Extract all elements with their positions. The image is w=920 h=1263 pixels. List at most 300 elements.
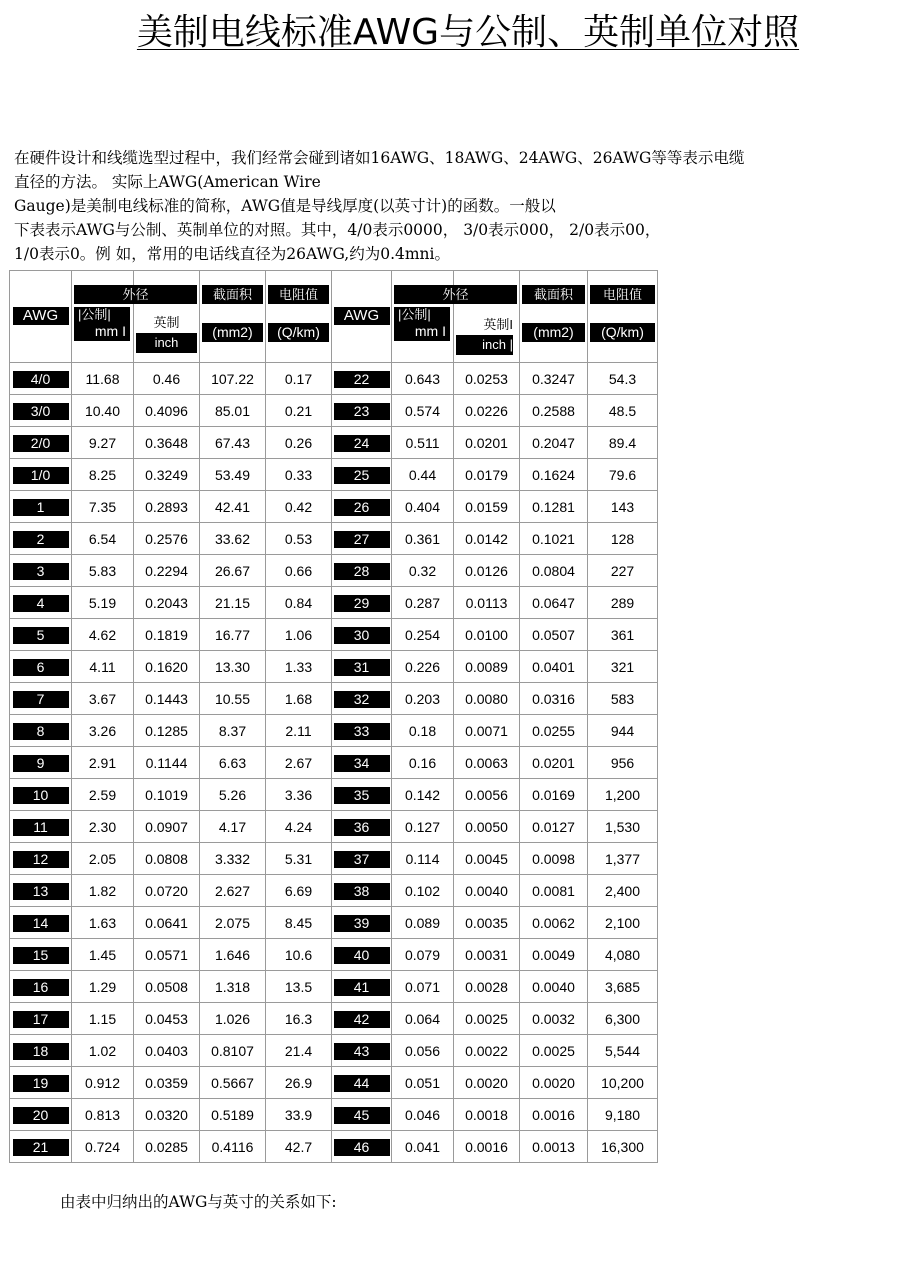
cell-resistance-ohm-km-right: 10,200 [588, 1067, 658, 1099]
awg-gauge-label: 17 [13, 1011, 69, 1028]
cell-resistance-ohm-km-right: 361 [588, 619, 658, 651]
table-row [10, 555, 658, 587]
cell-diameter-mm: 0.912 [72, 1067, 134, 1099]
header-cross-section-cell [200, 271, 266, 363]
cell-diameter-inch-right: 0.0020 [454, 1067, 520, 1099]
cell-diameter-inch-right: 0.0089 [454, 651, 520, 683]
cell-cross-section-mm2-right: 0.2047 [520, 427, 588, 459]
cell-awg-gauge [10, 1099, 72, 1131]
cell-resistance-ohm-km: 4.24 [266, 811, 332, 843]
table-row [10, 1003, 658, 1035]
cell-resistance-ohm-km: 0.33 [266, 459, 332, 491]
awg-gauge-label: 46 [334, 1139, 390, 1156]
cell-resistance-ohm-km-right: 956 [588, 747, 658, 779]
cell-diameter-mm: 10.40 [72, 395, 134, 427]
cell-resistance-ohm-km-right: 79.6 [588, 459, 658, 491]
cell-diameter-mm-right: 0.16 [392, 747, 454, 779]
header-imperial-label [136, 313, 197, 357]
awg-gauge-label: 22 [334, 371, 390, 388]
cell-awg-gauge [10, 811, 72, 843]
awg-gauge-label: 42 [334, 1011, 390, 1028]
cell-cross-section-mm2-right: 0.0032 [520, 1003, 588, 1035]
cell-cross-section-mm2-right: 0.0013 [520, 1131, 588, 1163]
cell-diameter-inch: 0.0508 [134, 971, 200, 1003]
intro-line: 下表表示AWG与公制、英制单位的对照。其中，4/0表示0000， 3/0表示000， 2/0表示00， [14, 221, 661, 239]
cell-cross-section-mm2-right: 0.0507 [520, 619, 588, 651]
cell-diameter-mm-right: 0.287 [392, 587, 454, 619]
awg-gauge-label: 1/0 [13, 467, 69, 484]
cell-cross-section-mm2: 2.075 [200, 907, 266, 939]
table-row [10, 779, 658, 811]
cell-diameter-inch-right: 0.0113 [454, 587, 520, 619]
cell-resistance-ohm-km-right: 227 [588, 555, 658, 587]
cell-awg-gauge [10, 779, 72, 811]
cell-diameter-mm-right: 0.071 [392, 971, 454, 1003]
cell-cross-section-mm2: 5.26 [200, 779, 266, 811]
cell-diameter-mm: 2.05 [72, 843, 134, 875]
cell-diameter-mm-right: 0.102 [392, 875, 454, 907]
awg-gauge-label: 18 [13, 1043, 69, 1060]
cell-resistance-ohm-km-right: 1,377 [588, 843, 658, 875]
cell-diameter-inch: 0.0571 [134, 939, 200, 971]
cell-awg-gauge [10, 1067, 72, 1099]
cell-resistance-ohm-km-right: 289 [588, 587, 658, 619]
cell-diameter-mm: 1.02 [72, 1035, 134, 1067]
cell-diameter-inch: 0.3249 [134, 459, 200, 491]
cell-diameter-mm: 0.813 [72, 1099, 134, 1131]
cell-diameter-mm-right: 0.051 [392, 1067, 454, 1099]
header-metric-text: |公制| [78, 307, 111, 322]
cell-resistance-ohm-km-right: 1,530 [588, 811, 658, 843]
cell-diameter-inch-right: 0.0100 [454, 619, 520, 651]
cell-diameter-mm-right: 0.127 [392, 811, 454, 843]
cell-cross-section-mm2-right: 0.0040 [520, 971, 588, 1003]
cell-cross-section-mm2-right: 0.2588 [520, 395, 588, 427]
awg-gauge-label: 37 [334, 851, 390, 868]
cell-awg-gauge [10, 395, 72, 427]
cell-awg-gauge [10, 1035, 72, 1067]
cell-cross-section-mm2-right: 0.0016 [520, 1099, 588, 1131]
cell-diameter-mm-right: 0.44 [392, 459, 454, 491]
cell-cross-section-mm2: 0.4116 [200, 1131, 266, 1163]
cell-resistance-ohm-km-right: 89.4 [588, 427, 658, 459]
cell-diameter-inch: 0.1144 [134, 747, 200, 779]
cell-awg-gauge [10, 971, 72, 1003]
cell-diameter-inch-right: 0.0080 [454, 683, 520, 715]
header-imperial-text-right: 英制I [483, 317, 513, 332]
cell-diameter-inch: 0.3648 [134, 427, 200, 459]
header-cross-section-right: 截面积 [522, 285, 585, 304]
cell-diameter-inch-right: 0.0253 [454, 363, 520, 395]
cell-diameter-inch-right: 0.0226 [454, 395, 520, 427]
cell-cross-section-mm2: 1.026 [200, 1003, 266, 1035]
cell-diameter-inch: 0.2576 [134, 523, 200, 555]
cell-cross-section-mm2: 0.5667 [200, 1067, 266, 1099]
cell-diameter-inch: 0.0808 [134, 843, 200, 875]
cell-diameter-mm: 5.83 [72, 555, 134, 587]
header-cross-section-cell-right [520, 271, 588, 363]
cell-resistance-ohm-km: 1.06 [266, 619, 332, 651]
table-row [10, 1035, 658, 1067]
header-imperial-cell-right [454, 271, 520, 363]
awg-table [9, 270, 658, 1163]
cell-diameter-inch-right: 0.0022 [454, 1035, 520, 1067]
cell-diameter-inch: 0.0359 [134, 1067, 200, 1099]
awg-gauge-label: 29 [334, 595, 390, 612]
awg-gauge-label: 7 [13, 691, 69, 708]
cell-cross-section-mm2: 1.646 [200, 939, 266, 971]
cell-resistance-ohm-km-right: 128 [588, 523, 658, 555]
table-row [10, 1131, 658, 1163]
cell-diameter-mm: 8.25 [72, 459, 134, 491]
cell-resistance-ohm-km: 2.67 [266, 747, 332, 779]
cell-cross-section-mm2-right: 0.0647 [520, 587, 588, 619]
cell-cross-section-mm2: 13.30 [200, 651, 266, 683]
table-row [10, 1067, 658, 1099]
cell-awg-gauge [10, 715, 72, 747]
cell-cross-section-mm2: 0.5189 [200, 1099, 266, 1131]
cell-awg-gauge-right [332, 683, 392, 715]
cell-resistance-ohm-km-right: 944 [588, 715, 658, 747]
table-row [10, 395, 658, 427]
intro-line: Gauge)是美制电线标准的简称，AWG值是导线厚度(以英寸计)的函数。一般以 [14, 197, 556, 215]
cell-cross-section-mm2-right: 0.0804 [520, 555, 588, 587]
awg-gauge-label: 11 [13, 819, 69, 836]
cell-diameter-inch: 0.0453 [134, 1003, 200, 1035]
cell-resistance-ohm-km-right: 321 [588, 651, 658, 683]
cell-diameter-inch: 0.0720 [134, 875, 200, 907]
header-resistance-right: 电阻值 [590, 285, 655, 304]
awg-gauge-label: 25 [334, 467, 390, 484]
awg-gauge-label: 12 [13, 851, 69, 868]
outro-text: 由表中归纳出的AWG与英寸的关系如下: [60, 1193, 337, 1211]
header-mm-text-right: mm I [414, 323, 446, 339]
awg-gauge-label: 2/0 [13, 435, 69, 452]
awg-gauge-label: 26 [334, 499, 390, 516]
cell-cross-section-mm2-right: 0.0201 [520, 747, 588, 779]
awg-gauge-label: 40 [334, 947, 390, 964]
header-inch-text-right: inch | [456, 335, 513, 355]
cell-awg-gauge-right [332, 1067, 392, 1099]
cell-cross-section-mm2: 42.41 [200, 491, 266, 523]
cell-cross-section-mm2: 33.62 [200, 523, 266, 555]
table-header-row [10, 271, 658, 363]
cell-diameter-mm: 7.35 [72, 491, 134, 523]
cell-awg-gauge [10, 1003, 72, 1035]
cell-diameter-mm-right: 0.041 [392, 1131, 454, 1163]
cell-diameter-mm: 5.19 [72, 587, 134, 619]
cell-resistance-ohm-km-right: 143 [588, 491, 658, 523]
header-imperial-label-right [456, 315, 517, 359]
awg-gauge-label: 39 [334, 915, 390, 932]
cell-diameter-mm-right: 0.32 [392, 555, 454, 587]
table-row [10, 523, 658, 555]
awg-gauge-label: 2 [13, 531, 69, 548]
cell-diameter-inch: 0.0403 [134, 1035, 200, 1067]
awg-gauge-label: 5 [13, 627, 69, 644]
cell-diameter-mm-right: 0.254 [392, 619, 454, 651]
cell-cross-section-mm2-right: 0.0255 [520, 715, 588, 747]
cell-awg-gauge [10, 939, 72, 971]
cell-diameter-mm-right: 0.089 [392, 907, 454, 939]
cell-diameter-mm-right: 0.18 [392, 715, 454, 747]
table-row [10, 747, 658, 779]
table-row [10, 683, 658, 715]
cell-diameter-mm-right: 0.203 [392, 683, 454, 715]
cell-diameter-mm-right: 0.114 [392, 843, 454, 875]
cell-cross-section-mm2-right: 0.3247 [520, 363, 588, 395]
cell-cross-section-mm2-right: 0.1021 [520, 523, 588, 555]
cell-diameter-inch: 0.0641 [134, 907, 200, 939]
awg-gauge-label: 41 [334, 979, 390, 996]
cell-awg-gauge-right [332, 363, 392, 395]
cell-resistance-ohm-km-right: 3,685 [588, 971, 658, 1003]
cell-cross-section-mm2: 85.01 [200, 395, 266, 427]
cell-resistance-ohm-km: 1.33 [266, 651, 332, 683]
cell-diameter-inch-right: 0.0045 [454, 843, 520, 875]
cell-awg-gauge [10, 747, 72, 779]
cell-diameter-mm-right: 0.574 [392, 395, 454, 427]
cell-diameter-inch-right: 0.0142 [454, 523, 520, 555]
header-imperial-cell [134, 271, 200, 363]
cell-diameter-inch: 0.1285 [134, 715, 200, 747]
cell-awg-gauge [10, 843, 72, 875]
cell-diameter-mm-right: 0.064 [392, 1003, 454, 1035]
cell-resistance-ohm-km: 0.26 [266, 427, 332, 459]
cell-diameter-mm-right: 0.643 [392, 363, 454, 395]
cell-resistance-ohm-km-right: 9,180 [588, 1099, 658, 1131]
header-metric-cell-right [392, 271, 469, 363]
table-row [10, 651, 658, 683]
cell-cross-section-mm2: 16.77 [200, 619, 266, 651]
cell-resistance-ohm-km: 13.5 [266, 971, 332, 1003]
cell-diameter-inch: 0.0907 [134, 811, 200, 843]
header-outer-diameter-right: 外径 [394, 285, 517, 304]
cell-diameter-mm: 1.45 [72, 939, 134, 971]
awg-gauge-label: 14 [13, 915, 69, 932]
page-title: 美制电线标准AWG与公制、英制单位对照 [136, 12, 800, 53]
header-resistance: 电阻值 [268, 285, 329, 304]
cell-resistance-ohm-km-right: 2,400 [588, 875, 658, 907]
header-ohm-km-right: (Q/km) [590, 323, 655, 342]
cell-diameter-mm-right: 0.226 [392, 651, 454, 683]
intro-line: 1/0表示0。例 如，常用的电话线直径为26AWG,约为0.4mni。 [14, 245, 450, 263]
cell-cross-section-mm2: 6.63 [200, 747, 266, 779]
intro-paragraph [14, 146, 894, 266]
awg-gauge-label: 32 [334, 691, 390, 708]
cell-resistance-ohm-km-right: 5,544 [588, 1035, 658, 1067]
cell-resistance-ohm-km: 0.66 [266, 555, 332, 587]
header-mm2: (mm2) [202, 323, 263, 342]
cell-cross-section-mm2-right: 0.0025 [520, 1035, 588, 1067]
cell-diameter-mm-right: 0.142 [392, 779, 454, 811]
cell-awg-gauge-right [332, 1035, 392, 1067]
table-row [10, 1099, 658, 1131]
table-row [10, 427, 658, 459]
table-row [10, 491, 658, 523]
awg-gauge-label: 24 [334, 435, 390, 452]
cell-resistance-ohm-km-right: 1,200 [588, 779, 658, 811]
cell-diameter-inch-right: 0.0063 [454, 747, 520, 779]
cell-diameter-inch: 0.1443 [134, 683, 200, 715]
awg-gauge-label: 4/0 [13, 371, 69, 388]
intro-line: 在硬件设计和线缆选型过程中，我们经常会碰到诸如16AWG、18AWG、24AWG、26AWG等等表示电缆 [14, 149, 745, 167]
cell-awg-gauge [10, 555, 72, 587]
awg-gauge-label: 1 [13, 499, 69, 516]
cell-awg-gauge-right [332, 747, 392, 779]
awg-gauge-label: 6 [13, 659, 69, 676]
cell-diameter-inch: 0.0320 [134, 1099, 200, 1131]
cell-awg-gauge-right [332, 491, 392, 523]
cell-cross-section-mm2: 26.67 [200, 555, 266, 587]
table-row [10, 459, 658, 491]
awg-gauge-label: 34 [334, 755, 390, 772]
cell-diameter-inch-right: 0.0035 [454, 907, 520, 939]
cell-awg-gauge-right [332, 427, 392, 459]
cell-resistance-ohm-km: 42.7 [266, 1131, 332, 1163]
cell-diameter-inch-right: 0.0016 [454, 1131, 520, 1163]
cell-cross-section-mm2: 67.43 [200, 427, 266, 459]
awg-gauge-label: 9 [13, 755, 69, 772]
cell-cross-section-mm2-right: 0.0062 [520, 907, 588, 939]
cell-diameter-mm: 2.91 [72, 747, 134, 779]
cell-awg-gauge-right [332, 811, 392, 843]
table-row [10, 587, 658, 619]
cell-resistance-ohm-km: 0.84 [266, 587, 332, 619]
cell-cross-section-mm2-right: 0.0169 [520, 779, 588, 811]
cell-diameter-mm-right: 0.511 [392, 427, 454, 459]
cell-diameter-mm: 2.59 [72, 779, 134, 811]
cell-cross-section-mm2: 8.37 [200, 715, 266, 747]
table-row [10, 939, 658, 971]
cell-cross-section-mm2: 0.8107 [200, 1035, 266, 1067]
header-mm2-right: (mm2) [522, 323, 585, 342]
cell-awg-gauge [10, 459, 72, 491]
cell-resistance-ohm-km: 10.6 [266, 939, 332, 971]
awg-gauge-label: 35 [334, 787, 390, 804]
cell-resistance-ohm-km: 2.11 [266, 715, 332, 747]
cell-resistance-ohm-km-right: 48.5 [588, 395, 658, 427]
cell-diameter-inch: 0.4096 [134, 395, 200, 427]
table-row [10, 971, 658, 1003]
header-metric-text-right: |公制| [398, 307, 431, 322]
header-awg-label: AWG [13, 307, 69, 325]
cell-awg-gauge [10, 363, 72, 395]
cell-cross-section-mm2: 21.15 [200, 587, 266, 619]
cell-diameter-inch-right: 0.0159 [454, 491, 520, 523]
cell-diameter-inch: 0.1620 [134, 651, 200, 683]
awg-gauge-label: 19 [13, 1075, 69, 1092]
cell-awg-gauge-right [332, 971, 392, 1003]
cell-awg-gauge-right [332, 555, 392, 587]
cell-diameter-mm: 4.11 [72, 651, 134, 683]
header-resistance-cell-right [588, 271, 658, 363]
cell-awg-gauge-right [332, 843, 392, 875]
awg-gauge-label: 31 [334, 659, 390, 676]
cell-diameter-inch-right: 0.0040 [454, 875, 520, 907]
cell-diameter-mm: 3.67 [72, 683, 134, 715]
cell-cross-section-mm2: 1.318 [200, 971, 266, 1003]
cell-awg-gauge-right [332, 523, 392, 555]
cell-diameter-mm: 11.68 [72, 363, 134, 395]
table-row [10, 907, 658, 939]
cell-cross-section-mm2-right: 0.0049 [520, 939, 588, 971]
cell-diameter-mm-right: 0.056 [392, 1035, 454, 1067]
cell-diameter-inch: 0.1019 [134, 779, 200, 811]
cell-diameter-mm: 1.63 [72, 907, 134, 939]
cell-diameter-mm: 6.54 [72, 523, 134, 555]
table-row [10, 715, 658, 747]
cell-resistance-ohm-km-right: 6,300 [588, 1003, 658, 1035]
cell-awg-gauge-right [332, 395, 392, 427]
cell-resistance-ohm-km: 26.9 [266, 1067, 332, 1099]
cell-cross-section-mm2: 107.22 [200, 363, 266, 395]
awg-gauge-label: 10 [13, 787, 69, 804]
cell-resistance-ohm-km: 8.45 [266, 907, 332, 939]
table-row [10, 363, 658, 395]
awg-gauge-label: 3/0 [13, 403, 69, 420]
intro-line: 直径的方法。 实际上AWG(American Wire [14, 173, 321, 191]
cell-awg-gauge-right [332, 1099, 392, 1131]
awg-gauge-label: 36 [334, 819, 390, 836]
cell-cross-section-mm2-right: 0.0081 [520, 875, 588, 907]
cell-resistance-ohm-km-right: 16,300 [588, 1131, 658, 1163]
cell-resistance-ohm-km: 6.69 [266, 875, 332, 907]
cell-resistance-ohm-km: 0.17 [266, 363, 332, 395]
cell-diameter-inch: 0.1819 [134, 619, 200, 651]
awg-gauge-label: 44 [334, 1075, 390, 1092]
cell-cross-section-mm2: 3.332 [200, 843, 266, 875]
cell-diameter-inch-right: 0.0028 [454, 971, 520, 1003]
cell-awg-gauge [10, 427, 72, 459]
table-row [10, 811, 658, 843]
awg-gauge-label: 3 [13, 563, 69, 580]
cell-diameter-inch-right: 0.0050 [454, 811, 520, 843]
cell-cross-section-mm2: 2.627 [200, 875, 266, 907]
awg-gauge-label: 8 [13, 723, 69, 740]
cell-awg-gauge [10, 491, 72, 523]
cell-resistance-ohm-km: 0.42 [266, 491, 332, 523]
cell-diameter-inch-right: 0.0071 [454, 715, 520, 747]
cell-awg-gauge-right [332, 1003, 392, 1035]
cell-diameter-inch: 0.2043 [134, 587, 200, 619]
cell-diameter-mm-right: 0.046 [392, 1099, 454, 1131]
cell-awg-gauge [10, 523, 72, 555]
cell-awg-gauge [10, 619, 72, 651]
awg-gauge-label: 15 [13, 947, 69, 964]
cell-cross-section-mm2-right: 0.1281 [520, 491, 588, 523]
cell-diameter-inch-right: 0.0056 [454, 779, 520, 811]
awg-gauge-label: 23 [334, 403, 390, 420]
header-awg-cell [10, 271, 72, 363]
cell-cross-section-mm2-right: 0.0098 [520, 843, 588, 875]
cell-awg-gauge [10, 683, 72, 715]
cell-awg-gauge-right [332, 459, 392, 491]
cell-awg-gauge-right [332, 875, 392, 907]
cell-diameter-mm: 1.82 [72, 875, 134, 907]
cell-resistance-ohm-km: 21.4 [266, 1035, 332, 1067]
cell-cross-section-mm2: 4.17 [200, 811, 266, 843]
header-metric-label-right [394, 307, 450, 341]
cell-resistance-ohm-km: 0.21 [266, 395, 332, 427]
awg-gauge-label: 28 [334, 563, 390, 580]
cell-diameter-inch-right: 0.0031 [454, 939, 520, 971]
cell-awg-gauge-right [332, 907, 392, 939]
cell-diameter-mm-right: 0.404 [392, 491, 454, 523]
cell-diameter-mm: 9.27 [72, 427, 134, 459]
cell-awg-gauge [10, 907, 72, 939]
cell-awg-gauge [10, 1131, 72, 1163]
